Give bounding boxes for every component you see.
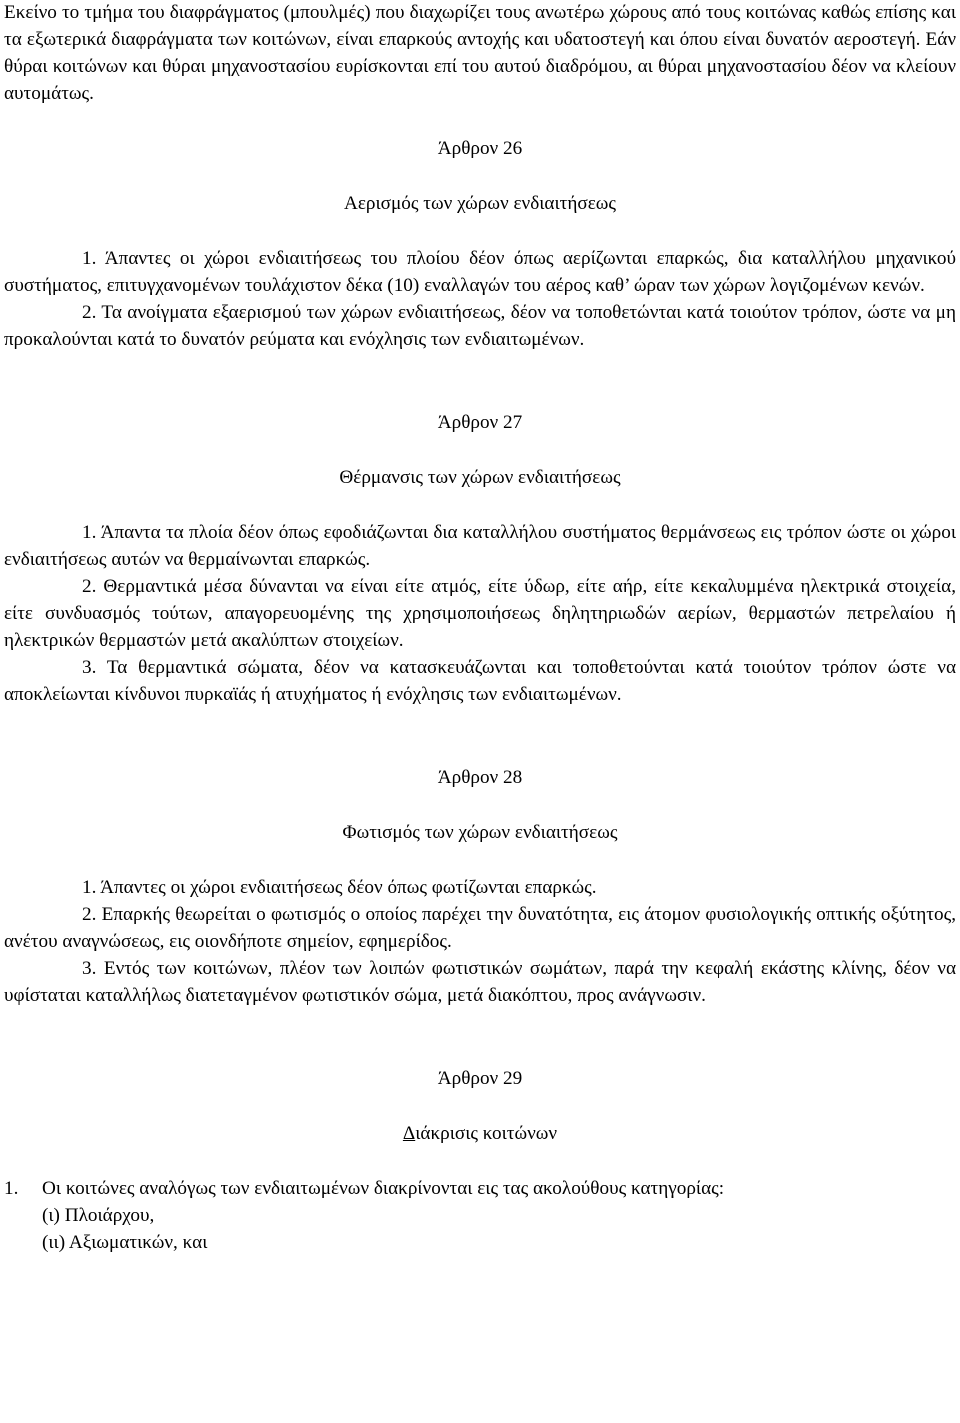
article-paragraph: 2. Επαρκής θεωρείται ο φωτισμός ο οποίος παρέχει την δυνατότητα, εις άτομον φυσιολογικής οπτικής οξύτητος, ανέτου αναγνώσεως, εις οιονδήποτε σημείον, εφημερίδος. [4, 904, 956, 952]
article-paragraph: 3. Τα θερμαντικά σώματα, δέον να κατασκευάζωνται και τοποθετούνται κατά τοιούτον τρόπον ώστε να αποκλείωνται κίνδυνοι πυρκαϊάς ή ατυχήματος ή ενόχλησις των ενδιαιτωμένων. [4, 657, 956, 705]
article-paragraph: 1. Άπαντες οι χώροι ενδιαιτήσεως του πλοίου δέον όπως αερίζωνται επαρκώς, δια καταλλήλου μηχανικού συστήματος, επιτυγχανομένων τουλάχιστον δέκα (10) εναλλαγών του αέρος καθ’ ώραν των χώρων λογιζομένων κενών. [4, 248, 956, 296]
intro-paragraph: Εκείνο το τμήμα του διαφράγματος (μπουλμές) που διαχωρίζει τους ανωτέρω χώρους από τους κοιτώνας καθώς επίσης και τα εξωτερικά διαφράγματα των κοιτώνων, είναι επαρκούς αντοχής και υδατοστεγή και όπου είναι δυνατόν αεροστεγή. Εάν θύραι κοιτώνων και θύραι μηχανοστασίου ευρίσκονται επί του αυτού διαδρόμου, αι θύραι μηχανοστασίου δέον να κλείουν αυτομάτως. [4, 2, 956, 104]
article-paragraph: 2. Θερμαντικά μέσα δύνανται να είναι είτε ατμός, είτε ύδωρ, είτε αήρ, είτε κεκαλυμμένα ηλεκτρικά στοιχεία, είτε συνδυασμός τούτων, απαγορευομένης της χρησιμοποιήσεως δηλητηριωδών αερίων, θερμαστών πετρελαίου ή ηλεκτρικών θερμαστών μετά ακαλύπτων στοιχείων. [4, 576, 956, 651]
article-paragraph: 1. Άπαντες οι χώροι ενδιαιτήσεως δέον όπως φωτίζωνται επαρκώς. [82, 877, 597, 898]
document-page [4, 0, 956, 1256]
article-26 [4, 135, 956, 353]
article-paragraph: 1. Άπαντα τα πλοία δέον όπως εφοδιάζωνται δια καταλλήλου συστήματος θερμάνσεως εις τρόπον ώστε οι χώροι ενδιαιτήσεως αυτών να θερμαίνωνται επαρκώς. [4, 522, 956, 570]
article-number: Άρθρον 27 [437, 412, 523, 433]
article-paragraph: 2. Τα ανοίγματα εξαερισμού των χώρων ενδιαιτήσεως, δέον να τοποθετώνται κατά τοιούτον τρόπον, ώστε να μη προκαλούνται κατά το δυνατόν ρεύματα και ενόχλησις των ενδιαιτωμένων. [4, 302, 956, 350]
article-title: Αερισμός των χώρων ενδιαιτήσεως [343, 193, 616, 214]
article-28 [4, 764, 956, 1009]
article-title: Φωτισμός των χώρων ενδιαιτήσεως [342, 822, 618, 843]
article-number: Άρθρον 29 [437, 1068, 523, 1089]
article-number: Άρθρον 28 [437, 767, 523, 788]
list-item: (ι) Πλοιάρχου, [42, 1205, 155, 1226]
article-paragraph: 3. Εντός των κοιτώνων, πλέον των λοιπών φωτιστικών σωμάτων, παρά την κεφαλή εκάστης κλίνης, δέον να υφίσταται καταλλήλως διατεταγμένον φωτιστικόν σώμα, μετά διακόπτου, προς ανάγνωσιν. [4, 958, 956, 1006]
article-27 [4, 409, 956, 708]
article-title: Θέρμανσις των χώρων ενδιαιτήσεως [339, 467, 621, 488]
list-item: (ιι) Αξιωματικών, και [42, 1232, 208, 1253]
category-list-intro [4, 1175, 956, 1202]
article-number: Άρθρον 26 [437, 138, 523, 159]
article-29 [4, 1065, 956, 1256]
list-number: 1. [4, 1178, 19, 1199]
article-title: Διάκρισις κοιτώνων [402, 1123, 558, 1144]
list-intro-text: Οι κοιτώνες αναλόγως των ενδιαιτωμένων διακρίνονται εις τας ακολούθους κατηγορίας: [42, 1178, 725, 1199]
